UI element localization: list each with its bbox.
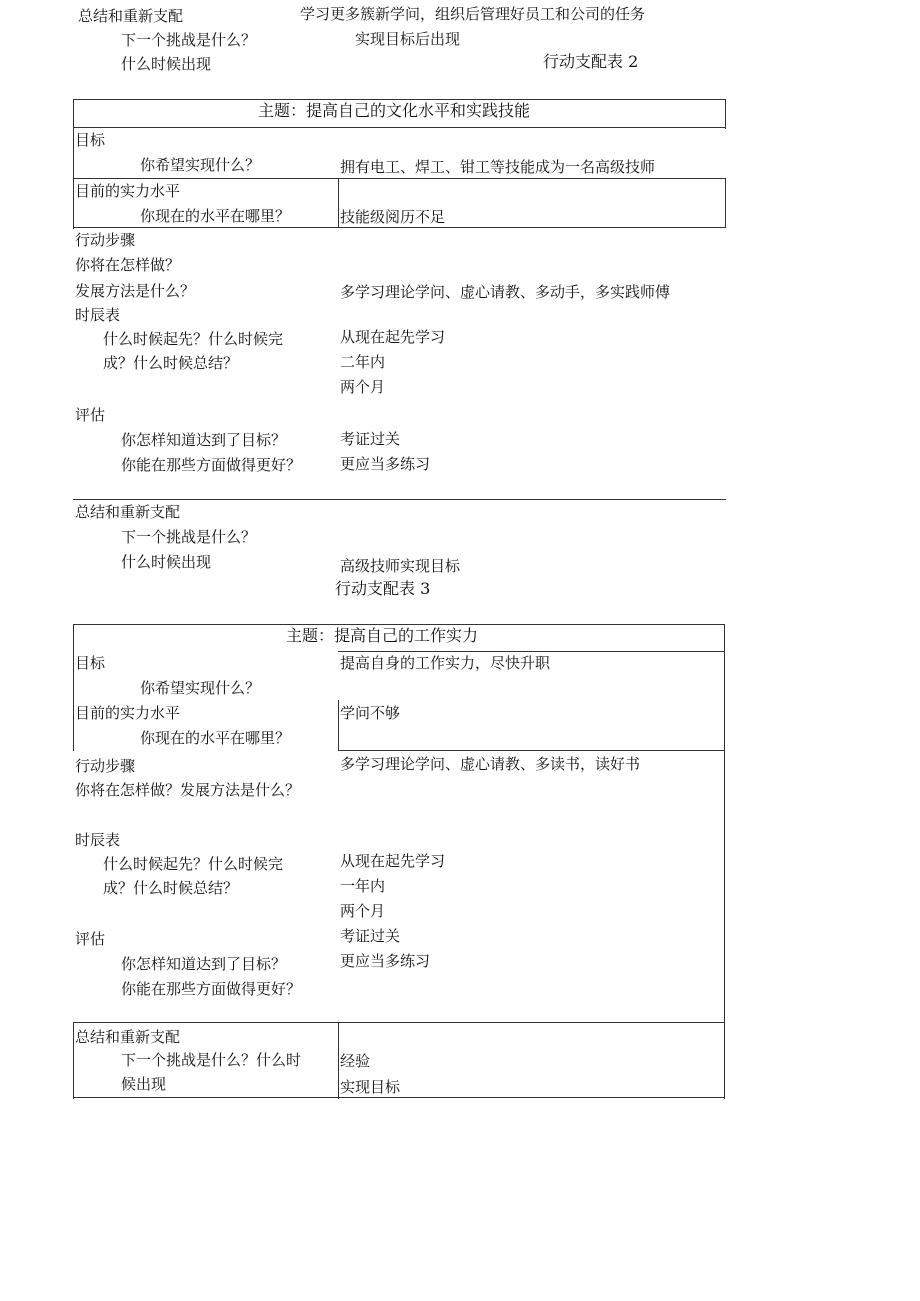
table2-goal-label: 目标 bbox=[75, 131, 106, 149]
table3-border-left-lower bbox=[73, 1022, 74, 1099]
table3-schedule-question-1: 什么时候起先？什么时候完 bbox=[103, 855, 284, 873]
table3-schedule-question-2: 成？什么时候总结？ bbox=[103, 879, 239, 897]
table3-eval-label: 评估 bbox=[75, 930, 106, 948]
table2-steps-answer: 多学习理论学问、虚心请教、多动手，多实践师傅 bbox=[340, 283, 671, 301]
table3-divider-summary bbox=[73, 1022, 725, 1023]
table2-border-left-theme bbox=[73, 99, 74, 129]
table3-goal-label: 目标 bbox=[75, 654, 106, 672]
table3-eval-question-1: 你怎样知道达到了目标？ bbox=[121, 955, 287, 973]
table2-summary-answer: 高级技师实现目标 bbox=[340, 557, 461, 575]
table3-col-divider-summary bbox=[338, 1022, 339, 1099]
table2-eval-answer-2: 更应当多练习 bbox=[340, 455, 431, 473]
table2-border-right bbox=[725, 178, 726, 228]
table3-level-answer: 学问不够 bbox=[340, 704, 401, 722]
table3-border-right bbox=[724, 624, 725, 1099]
table3-divider-level bbox=[338, 750, 725, 751]
table2-divider-level bbox=[73, 227, 726, 228]
table3-eval-question-2: 你能在那些方面做得更好？ bbox=[121, 980, 302, 998]
table2-summary-question-2: 什么时候出现 bbox=[121, 553, 212, 571]
table2-eval-label: 评估 bbox=[75, 406, 106, 424]
table2-divider-goal bbox=[73, 178, 726, 179]
table2-schedule-answer-1: 从现在起先学习 bbox=[340, 328, 446, 346]
table3-schedule-label: 时辰表 bbox=[75, 831, 121, 849]
table3-schedule-answer-2: 一年内 bbox=[340, 877, 386, 895]
table3-goal-question: 你希望实现什么？ bbox=[140, 679, 261, 697]
table2-divider-summary bbox=[73, 499, 726, 500]
table2-steps-question-1: 你将在怎样做？ bbox=[75, 256, 181, 274]
table3-col-divider-level bbox=[338, 700, 339, 751]
table2-goal-answer: 拥有电工、焊工、钳工等技能成为一名高级技师 bbox=[340, 158, 656, 176]
table2-col-divider bbox=[338, 178, 339, 228]
table3-summary-question-2: 候出现 bbox=[121, 1075, 167, 1093]
table3-eval-answer-2: 更应当多练习 bbox=[340, 952, 431, 970]
table3-summary-answer-2: 实现目标 bbox=[340, 1078, 401, 1096]
table3-level-question: 你现在的水平在哪里？ bbox=[140, 729, 291, 747]
table2-border-right-theme bbox=[725, 99, 726, 129]
table3-border-bottom bbox=[73, 1097, 725, 1098]
table3-summary-answer-1: 经验 bbox=[340, 1052, 371, 1070]
table3-border-left-upper bbox=[73, 624, 74, 751]
table3-goal-answer: 提高自身的工作实力，尽快升职 bbox=[340, 654, 551, 672]
table2-eval-question-1: 你怎样知道达到了目标？ bbox=[121, 431, 287, 449]
table3-summary-question-1: 下一个挑战是什么？什么时 bbox=[121, 1051, 302, 1069]
table2-schedule-answer-3: 两个月 bbox=[340, 378, 386, 396]
table3-level-label: 目前的实力水平 bbox=[75, 704, 181, 722]
table2-schedule-question-2: 成？什么时候总结？ bbox=[103, 354, 239, 372]
table3-schedule-answer-1: 从现在起先学习 bbox=[340, 852, 446, 870]
table3-schedule-answer-3: 两个月 bbox=[340, 902, 386, 920]
table2-summary-question-1: 下一个挑战是什么？ bbox=[121, 528, 257, 546]
table2-level-question: 你现在的水平在哪里？ bbox=[140, 207, 291, 225]
table2-border-top bbox=[73, 99, 726, 100]
table2-schedule-question-1: 什么时候起先？什么时候完 bbox=[103, 330, 284, 348]
table2-eval-question-2: 你能在那些方面做得更好？ bbox=[121, 456, 302, 474]
table3-divider-theme bbox=[338, 651, 725, 652]
table2-schedule-label: 时辰表 bbox=[75, 306, 121, 324]
table3-steps-question: 你将在怎样做？发展方法是什么？ bbox=[75, 781, 301, 799]
table3-summary-label: 总结和重新支配 bbox=[75, 1028, 181, 1046]
table2-steps-question-2: 发展方法是什么？ bbox=[75, 282, 196, 300]
table3-steps-label: 行动步骤 bbox=[75, 757, 136, 775]
summary-answer: 学习更多簇新学问，组织后管理好员工和公司的任务 bbox=[300, 5, 646, 23]
table2-level-answer: 技能级阅历不足 bbox=[340, 208, 446, 226]
table2-goal-question: 你希望实现什么？ bbox=[140, 156, 261, 174]
summary-label: 总结和重新支配 bbox=[78, 7, 184, 25]
table2-summary-label: 总结和重新支配 bbox=[75, 503, 181, 521]
table2-divider-theme bbox=[73, 127, 726, 128]
table3-steps-answer: 多学习理论学问、虚心请教、多读书，读好书 bbox=[340, 755, 641, 773]
next-challenge-question: 下一个挑战是什么？ bbox=[121, 31, 257, 49]
next-challenge-answer: 实现目标后出现 bbox=[355, 30, 461, 48]
table2-level-label: 目前的实力水平 bbox=[75, 182, 181, 200]
table3-border-top bbox=[73, 624, 725, 625]
table3-eval-answer-1: 考证过关 bbox=[340, 927, 401, 945]
table2-steps-label: 行动步骤 bbox=[75, 231, 136, 249]
table2-eval-answer-1: 考证过关 bbox=[340, 430, 401, 448]
table-title-3: 行动支配表 3 bbox=[335, 579, 431, 598]
table3-theme: 主题：提高自己的工作实力 bbox=[286, 626, 479, 645]
table2-theme: 主题：提高自己的文化水平和实践技能 bbox=[258, 101, 531, 120]
table2-schedule-answer-2: 二年内 bbox=[340, 353, 386, 371]
when-question: 什么时候出现 bbox=[121, 55, 212, 73]
table-title-2: 行动支配表 2 bbox=[543, 52, 639, 71]
